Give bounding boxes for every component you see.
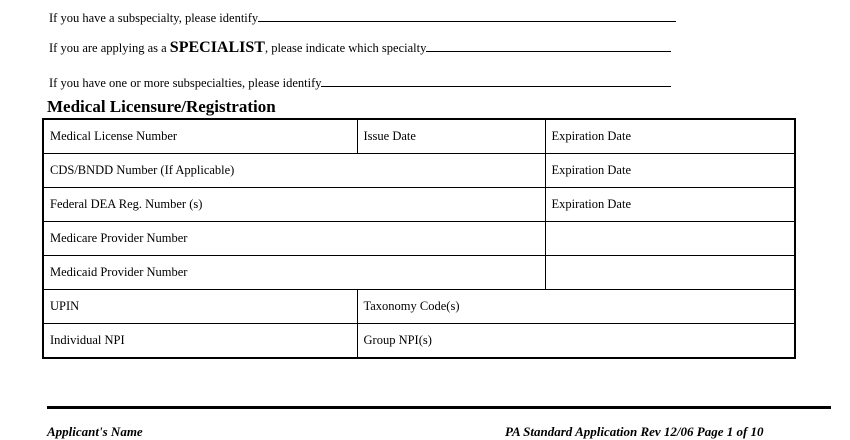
section-title: Medical Licensure/Registration <box>47 97 276 116</box>
specialist-question <box>49 39 671 57</box>
table-row <box>43 188 795 222</box>
table-row <box>43 256 795 290</box>
medicaid-extra-cell[interactable] <box>545 256 795 290</box>
subspecialties-question <box>49 74 671 91</box>
specialty-field[interactable] <box>426 39 671 52</box>
subspecialties-field[interactable] <box>321 74 671 87</box>
group-npis-cell[interactable]: Group NPI(s) <box>357 324 795 359</box>
table-row <box>43 290 795 324</box>
table-row <box>43 324 795 359</box>
table-row <box>43 119 795 154</box>
federal-dea-number-cell[interactable]: Federal DEA Reg. Number (s) <box>43 188 545 222</box>
applicant-name-label: Applicant's Name <box>47 424 143 439</box>
specialist-label-suffix: , please indicate which specialty <box>264 41 427 55</box>
issue-date-cell[interactable]: Issue Date <box>357 119 545 154</box>
expiration-date-cell[interactable]: Expiration Date <box>545 119 795 154</box>
taxonomy-codes-cell[interactable]: Taxonomy Code(s) <box>357 290 795 324</box>
table-row <box>43 222 795 256</box>
medicare-extra-cell[interactable] <box>545 222 795 256</box>
specialist-emphasis: SPECIALIST <box>169 39 265 56</box>
footer-divider <box>47 406 831 409</box>
table-row <box>43 154 795 188</box>
medicaid-provider-number-cell[interactable]: Medicaid Provider Number <box>43 256 545 290</box>
cds-bndd-number-cell[interactable]: CDS/BNDD Number (If Applicable) <box>43 154 545 188</box>
subspecialty-label: If you have a subspecialty, please identify <box>49 11 259 25</box>
subspecialties-label: If you have one or more subspecialties, please identify <box>49 76 322 90</box>
subspecialty-field[interactable] <box>258 9 676 22</box>
expiration-date-cell[interactable]: Expiration Date <box>545 188 795 222</box>
medicare-provider-number-cell[interactable]: Medicare Provider Number <box>43 222 545 256</box>
form-revision-info: PA Standard Application Rev 12/06 Page 1 of 10 <box>505 424 764 439</box>
upin-cell[interactable]: UPIN <box>43 290 357 324</box>
specialist-label-prefix: If you are applying as a <box>49 41 170 55</box>
individual-npi-cell[interactable]: Individual NPI <box>43 324 357 359</box>
licensure-table <box>42 118 796 359</box>
medical-license-number-cell[interactable]: Medical License Number <box>43 119 357 154</box>
expiration-date-cell[interactable]: Expiration Date <box>545 154 795 188</box>
subspecialty-question <box>49 9 676 26</box>
